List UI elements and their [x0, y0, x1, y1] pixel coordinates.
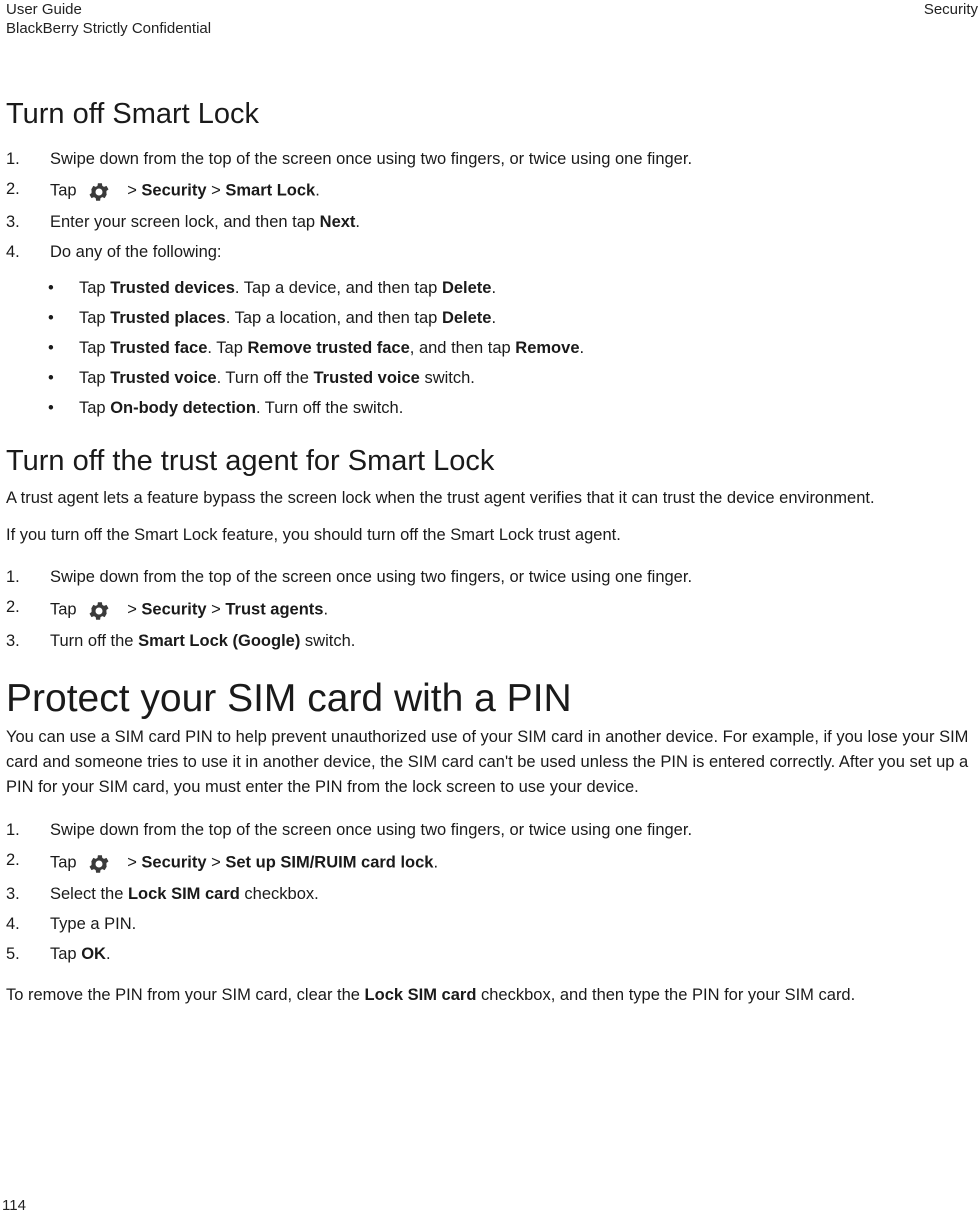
step — [6, 939, 976, 969]
section-title-turn-off-smart-lock: Turn off Smart Lock — [6, 98, 260, 130]
step-bold-security: Security — [141, 181, 207, 200]
text-part: , and then tap — [409, 339, 516, 357]
step-text — [50, 943, 111, 965]
gear-icon — [87, 852, 111, 876]
step-number: 2. — [6, 851, 20, 869]
steps-protect-sim — [6, 814, 976, 969]
step — [6, 237, 976, 267]
list-item-text — [79, 307, 496, 329]
step-number: 2. — [6, 598, 20, 616]
step — [6, 175, 976, 207]
bold-lock-sim-card: Lock SIM card — [364, 986, 477, 1004]
text-part: Tap — [79, 309, 111, 327]
text-part: . Turn off the — [216, 369, 314, 387]
step-number: 5. — [6, 945, 20, 963]
step-text: Do any of the following: — [50, 243, 222, 261]
paragraph: You can use a SIM card PIN to help prevent unauthorized use of your SIM card in another device. For example, if you lose your SIM card and someone tries to use it in another device, the SIM card can't be used unless the PIN is entered correctly. After you set up a PIN for your SIM card, you must enter the PIN from the lock screen to use your device. — [6, 728, 969, 796]
step-text-part: Tap — [50, 945, 82, 963]
bullet: • — [48, 369, 54, 387]
list-item-text — [79, 367, 475, 389]
step-text-part: > — [206, 181, 226, 200]
text-part: . Tap a location, and then tap — [225, 309, 442, 327]
step-text-part: Tap — [50, 181, 77, 200]
step-bold-security: Security — [141, 599, 207, 618]
step — [6, 142, 976, 175]
bullet: • — [48, 309, 54, 327]
bold-remove: Remove — [515, 339, 580, 357]
step-number: 2. — [6, 180, 20, 198]
step-text: Swipe down from the top of the screen once using two fingers, or twice using one finger. — [50, 568, 693, 586]
step-bold-smart-lock-google: Smart Lock (Google) — [138, 632, 301, 650]
step-text — [50, 851, 438, 875]
step-text: Swipe down from the top of the screen once using two fingers, or twice using one finger. — [50, 149, 693, 168]
step-text-part: > — [122, 852, 142, 871]
bold-trusted-voice: Trusted voice — [110, 369, 217, 387]
steps-turn-off-trust-agent — [6, 561, 976, 656]
step-text-part: . — [105, 945, 111, 963]
step-text-part: checkbox. — [239, 885, 319, 903]
text-part: . — [579, 339, 585, 357]
step-number: 3. — [6, 885, 20, 903]
text-part: . — [491, 309, 497, 327]
step-text-part: Turn off the — [50, 632, 139, 650]
bullet: • — [48, 339, 54, 357]
step-number: 4. — [6, 243, 20, 261]
step — [6, 814, 976, 846]
step-text-part: . — [315, 181, 320, 200]
bold-trusted-places: Trusted places — [110, 309, 226, 327]
step-number: 1. — [6, 149, 20, 168]
bold-delete: Delete — [441, 309, 492, 327]
step-text-part: Enter your screen lock, and then tap — [50, 213, 320, 231]
step — [6, 879, 976, 909]
step-text: Type a PIN. — [50, 915, 137, 933]
header-confidentiality: BlackBerry Strictly Confidential — [6, 20, 212, 37]
step-text-part: Select the — [50, 885, 128, 903]
step-bold-security: Security — [141, 852, 207, 871]
step-bold-trust-agents: Trust agents — [225, 599, 324, 618]
step — [6, 626, 976, 656]
gear-icon — [87, 599, 111, 623]
step-text-part: Tap — [50, 599, 77, 618]
text-part: . Tap a device, and then tap — [234, 279, 442, 297]
paragraph: A trust agent lets a feature bypass the screen lock when the trust agent verifies that it can trust the device environment. — [6, 489, 875, 507]
section-title-turn-off-trust-agent: Turn off the trust agent for Smart Lock — [6, 445, 495, 477]
step-text-part: > — [206, 599, 226, 618]
step-bold-lock-sim-card: Lock SIM card — [127, 885, 240, 903]
list-item-text — [79, 277, 496, 299]
page-header — [6, 0, 211, 38]
step-text — [50, 211, 360, 233]
bold-on-body-detection: On-body detection — [110, 399, 256, 417]
step-text-part: > — [122, 599, 142, 618]
list-item — [6, 363, 976, 393]
text-part: Tap — [79, 399, 111, 417]
bold-remove-trusted-face: Remove trusted face — [247, 339, 410, 357]
step-number: 3. — [6, 632, 20, 650]
text-part: . Turn off the switch. — [255, 399, 404, 417]
step — [6, 909, 976, 939]
bullet: • — [48, 399, 54, 417]
list-item-text — [79, 337, 584, 359]
step — [6, 593, 976, 626]
step-number: 3. — [6, 213, 20, 231]
step-bold-smart-lock: Smart Lock — [225, 181, 316, 200]
step-bold-ok: OK — [81, 945, 106, 963]
step-text-part: switch. — [300, 632, 356, 650]
header-doc-title: User Guide — [6, 1, 82, 18]
bold-trusted-voice-switch: Trusted voice — [313, 369, 420, 387]
step-text — [50, 179, 320, 203]
list-item — [6, 303, 976, 333]
step-text-part: > — [206, 852, 226, 871]
text-part: To remove the PIN from your SIM card, clear the — [6, 986, 365, 1004]
page-content — [6, 96, 976, 1008]
bold-trusted-devices: Trusted devices — [110, 279, 235, 297]
step-text: Swipe down from the top of the screen once using two fingers, or twice using one finger. — [50, 821, 693, 839]
steps-turn-off-smart-lock — [6, 142, 976, 267]
step — [6, 207, 976, 237]
text-part: Tap — [79, 339, 111, 357]
paragraph — [6, 983, 976, 1008]
step-text-part: Tap — [50, 852, 77, 871]
step-text-part: . — [433, 852, 439, 871]
text-part: checkbox, and then type the PIN for your SIM card. — [476, 986, 856, 1004]
text-part: Tap — [79, 369, 111, 387]
step-text — [50, 630, 355, 652]
list-item — [6, 273, 976, 303]
list-item — [6, 393, 976, 423]
step-text — [50, 598, 328, 622]
list-item-text — [79, 397, 403, 419]
step-bold-next: Next — [319, 213, 356, 231]
bullet: • — [48, 279, 54, 297]
text-part: . Tap — [207, 339, 248, 357]
bold-trusted-face: Trusted face — [110, 339, 208, 357]
text-part: switch. — [419, 369, 475, 387]
step-number: 1. — [6, 821, 20, 839]
bold-delete: Delete — [441, 279, 492, 297]
step-text-part: > — [122, 181, 142, 200]
options-list — [6, 273, 976, 423]
page-number: 114 — [2, 1197, 26, 1214]
step-bold-set-up-sim-lock: Set up SIM/RUIM card lock — [225, 852, 434, 871]
step — [6, 561, 976, 593]
text-part: Tap — [79, 279, 111, 297]
step-number: 1. — [6, 568, 20, 586]
step — [6, 846, 976, 879]
step-text-part: . — [355, 213, 361, 231]
step-text-part: . — [323, 599, 329, 618]
gear-icon — [87, 180, 111, 204]
section-title-protect-sim: Protect your SIM card with a PIN — [6, 677, 572, 720]
header-section-name: Security — [923, 1, 978, 18]
list-item — [6, 333, 976, 363]
step-number: 4. — [6, 915, 20, 933]
step-text — [50, 883, 319, 905]
paragraph: If you turn off the Smart Lock feature, you should turn off the Smart Lock trust agent. — [6, 526, 621, 544]
text-part: . — [491, 279, 497, 297]
